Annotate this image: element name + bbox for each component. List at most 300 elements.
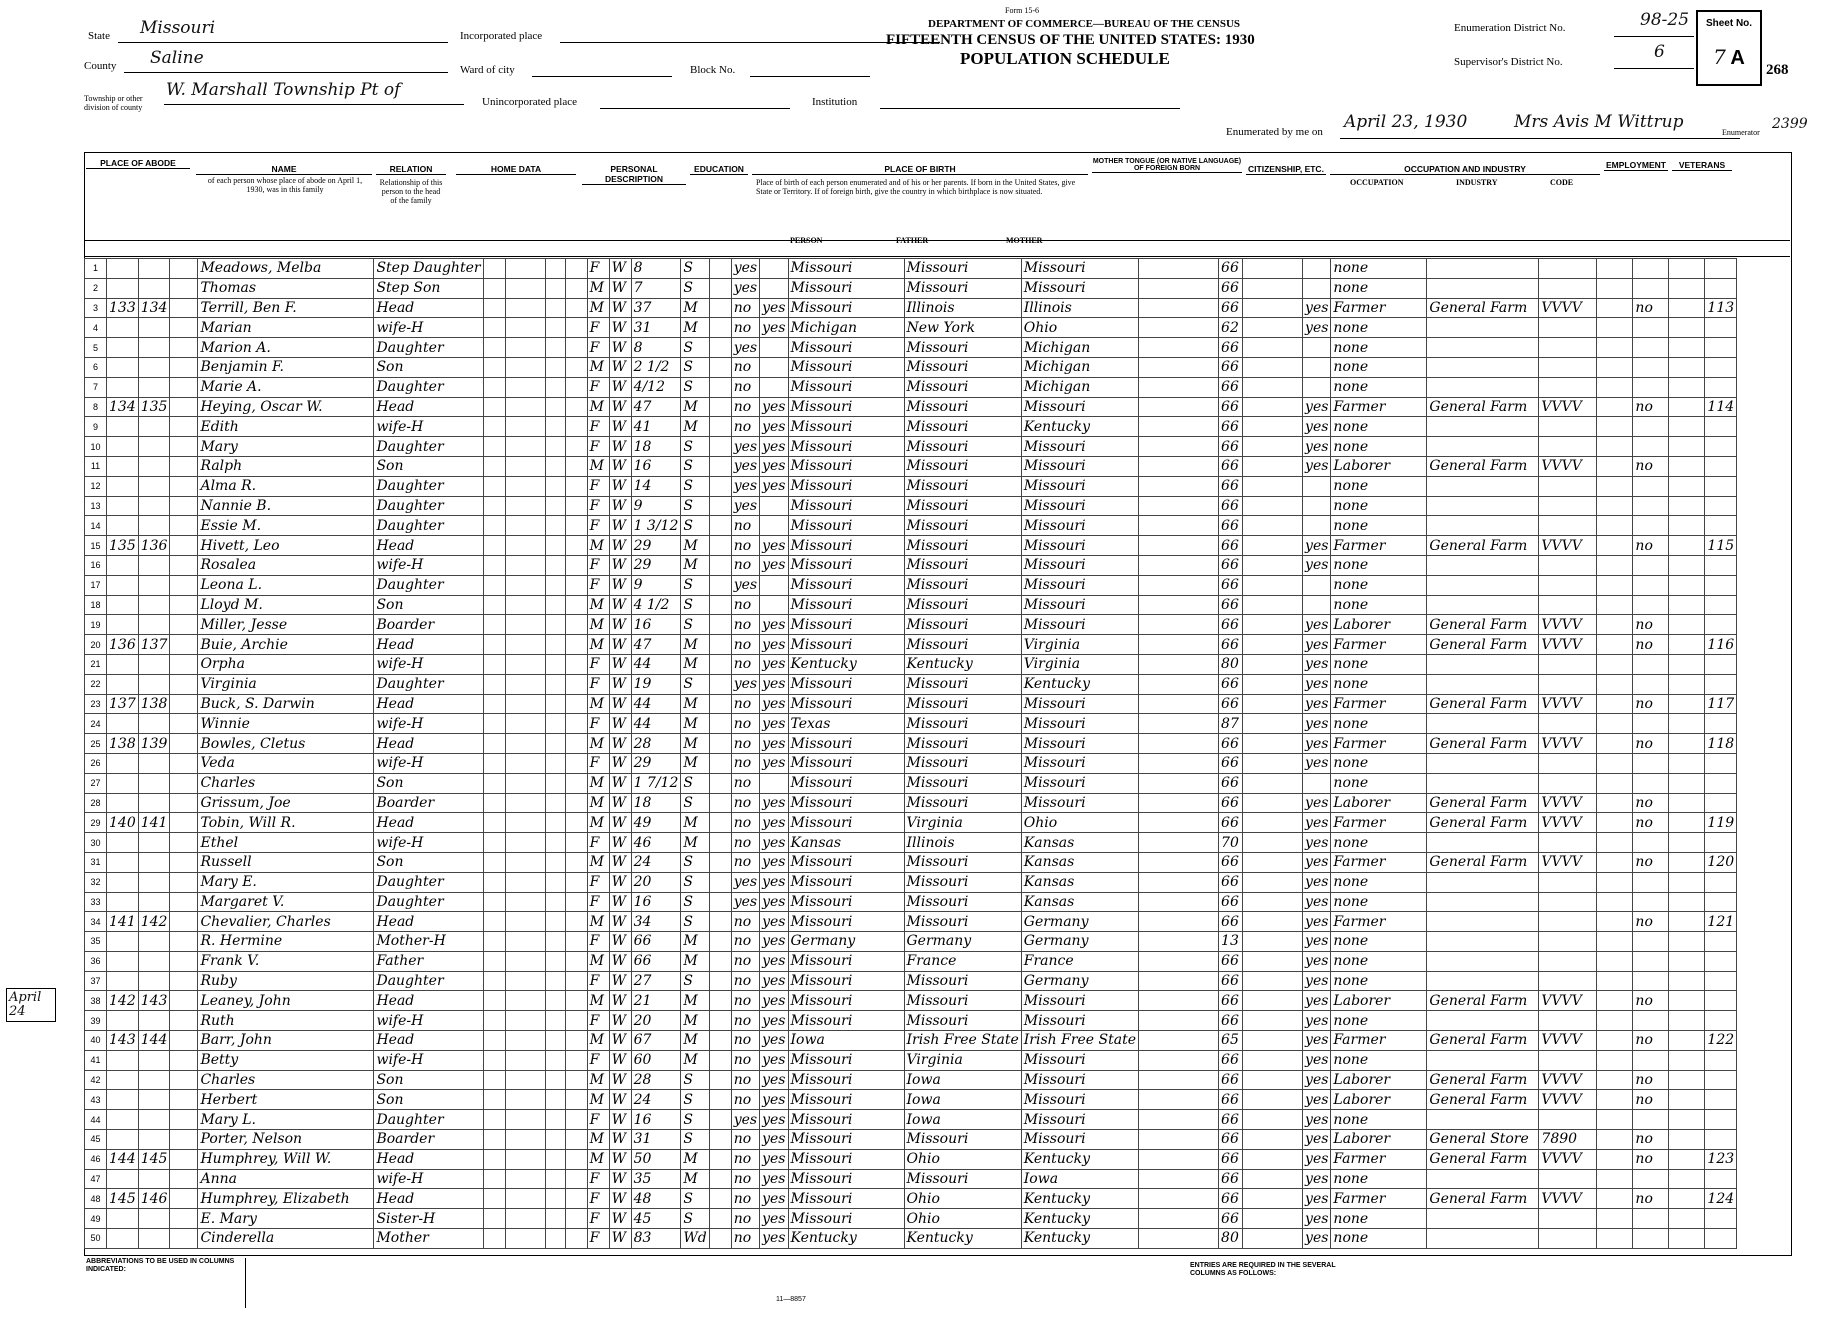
cell-mar: M (681, 813, 709, 833)
cell-read: yes (760, 1169, 788, 1189)
cell-ind (1427, 932, 1539, 952)
cell-occ: none (1331, 377, 1427, 397)
cell-blank (565, 1090, 587, 1110)
cell-school: yes (731, 674, 759, 694)
cell-blank (483, 575, 505, 595)
cell-eng: yes (1303, 397, 1331, 417)
cell-blank (483, 971, 505, 991)
cell-mpob: France (1021, 951, 1138, 971)
cell-blank (545, 773, 565, 793)
cell-blank (1139, 714, 1219, 734)
cell-pob: Missouri (788, 536, 904, 556)
cell-dw: 145 (107, 1189, 139, 1209)
cell-blank (170, 259, 198, 279)
line-number: 45 (85, 1130, 107, 1150)
cell-occ: none (1331, 714, 1427, 734)
cell-rel: Head (374, 991, 483, 1011)
cell-blank (483, 694, 505, 714)
cell-fam (138, 1229, 170, 1249)
state-label: State (88, 30, 110, 42)
cell-blank (1243, 773, 1303, 793)
cell-ind (1427, 714, 1539, 734)
cell-fpob: Illinois (904, 298, 1021, 318)
cell-read: yes (760, 615, 788, 635)
cell-ind (1427, 1110, 1539, 1130)
cell-pob: Missouri (788, 971, 904, 991)
cell-blank (505, 1090, 545, 1110)
cell-ocode: VVVV (1539, 1090, 1597, 1110)
cell-fam (138, 1090, 170, 1110)
line-number: 37 (85, 971, 107, 991)
cell-fpob: Missouri (904, 793, 1021, 813)
cell-rel: wife-H (374, 555, 483, 575)
line-number: 26 (85, 753, 107, 773)
cell-code: 66 (1219, 496, 1243, 516)
cell-blank (1669, 734, 1705, 754)
cell-vet: no (1633, 1130, 1669, 1150)
cell-blank (1243, 516, 1303, 536)
cell-blank (483, 793, 505, 813)
cell-blank (505, 813, 545, 833)
table-row (85, 852, 1737, 872)
cell-code: 66 (1219, 1130, 1243, 1150)
cell-mpob: Michigan (1021, 338, 1138, 358)
unincorporated-label: Unincorporated place (482, 96, 577, 108)
cell-ind (1427, 377, 1539, 397)
cell-dw (107, 833, 139, 853)
cell-blank (545, 1189, 565, 1209)
cell-blank (545, 1110, 565, 1130)
cell-farm (1705, 1209, 1737, 1229)
sheet-number: 7 (1713, 45, 1726, 69)
cell-farm (1705, 1070, 1737, 1090)
cell-read: yes (760, 476, 788, 496)
line-number: 3 (85, 298, 107, 318)
cell-fpob: Missouri (904, 674, 1021, 694)
enumerated-label: Enumerated by me on (1226, 126, 1323, 138)
cell-blank (545, 615, 565, 635)
cell-blank (565, 654, 587, 674)
cell-read (760, 259, 788, 279)
cell-eng: yes (1303, 318, 1331, 338)
cell-blank (170, 377, 198, 397)
cell-race: W (609, 753, 631, 773)
cell-read: yes (760, 852, 788, 872)
cell-blank (505, 456, 545, 476)
enumerator-label: Enumerator (1722, 128, 1760, 137)
cell-blank (709, 813, 731, 833)
cell-mpob: Missouri (1021, 773, 1138, 793)
cell-fpob: Iowa (904, 1110, 1021, 1130)
cell-code: 66 (1219, 872, 1243, 892)
sheet-label: Sheet No. (1705, 18, 1753, 29)
line-number: 10 (85, 437, 107, 457)
cell-fpob: Missouri (904, 278, 1021, 298)
cell-school: yes (731, 575, 759, 595)
cell-age: 48 (631, 1189, 681, 1209)
cell-name: Veda (198, 753, 374, 773)
cell-age: 66 (631, 951, 681, 971)
schedule-title: POPULATION SCHEDULE (960, 49, 1170, 68)
cell-pob: Missouri (788, 278, 904, 298)
cell-name: Frank V. (198, 951, 374, 971)
cell-blank (1243, 1209, 1303, 1229)
cell-rel: Step Daughter (374, 259, 483, 279)
cell-dw (107, 892, 139, 912)
cell-blank (709, 892, 731, 912)
cell-school: no (731, 1209, 759, 1229)
cell-mpob: Irish Free State (1021, 1031, 1138, 1051)
cell-sex: M (587, 397, 609, 417)
cell-vet: no (1633, 852, 1669, 872)
supervisor-value: 6 (1654, 42, 1665, 62)
cell-age: 9 (631, 575, 681, 595)
cell-race: W (609, 259, 631, 279)
cell-vet: no (1633, 1070, 1669, 1090)
cell-blank (565, 694, 587, 714)
cell-vet (1633, 476, 1669, 496)
table-row (85, 714, 1737, 734)
cell-ocode (1539, 1050, 1597, 1070)
cell-eng: yes (1303, 694, 1331, 714)
cell-blank (565, 951, 587, 971)
cell-ind (1427, 476, 1539, 496)
cell-name: Mary L. (198, 1110, 374, 1130)
cell-race: W (609, 813, 631, 833)
cell-blank (709, 595, 731, 615)
cell-sex: M (587, 635, 609, 655)
cell-ocode: VVVV (1539, 852, 1597, 872)
cell-age: 4 1/2 (631, 595, 681, 615)
cell-blank (565, 773, 587, 793)
cell-fpob: Missouri (904, 991, 1021, 1011)
cell-ind (1427, 674, 1539, 694)
cell-fpob: Missouri (904, 1169, 1021, 1189)
cell-blank (1139, 516, 1219, 536)
cell-code: 66 (1219, 674, 1243, 694)
cell-eng: yes (1303, 753, 1331, 773)
cell-farm (1705, 1130, 1737, 1150)
cell-race: W (609, 1169, 631, 1189)
cell-school: no (731, 1050, 759, 1070)
cell-read: yes (760, 872, 788, 892)
cell-farm (1705, 259, 1737, 279)
cell-blank (1243, 437, 1303, 457)
cell-read: yes (760, 1070, 788, 1090)
table-row (85, 496, 1737, 516)
cell-ind (1427, 437, 1539, 457)
cell-blank (1139, 1130, 1219, 1150)
cell-blank (1597, 714, 1633, 734)
cell-ind (1427, 357, 1539, 377)
cell-farm (1705, 437, 1737, 457)
cell-mar: S (681, 773, 709, 793)
cell-mar: S (681, 615, 709, 635)
cell-blank (170, 694, 198, 714)
cell-blank (170, 971, 198, 991)
cell-school: no (731, 813, 759, 833)
cell-farm (1705, 377, 1737, 397)
cell-code: 13 (1219, 932, 1243, 952)
cell-blank (483, 892, 505, 912)
cell-blank (565, 852, 587, 872)
cell-race: W (609, 1031, 631, 1051)
cell-eng: yes (1303, 793, 1331, 813)
cell-ind (1427, 1050, 1539, 1070)
cell-school: yes (731, 437, 759, 457)
cell-rel: Head (374, 635, 483, 655)
cell-ind: General Farm (1427, 1189, 1539, 1209)
township-label: Township or other division of county (84, 94, 143, 112)
cell-age: 67 (631, 1031, 681, 1051)
cell-pob: Missouri (788, 377, 904, 397)
cell-occ: Farmer (1331, 1031, 1427, 1051)
cell-farm: 121 (1705, 912, 1737, 932)
cell-eng: yes (1303, 456, 1331, 476)
cell-farm: 114 (1705, 397, 1737, 417)
cell-mpob: Kentucky (1021, 417, 1138, 437)
cell-ocode: VVVV (1539, 1031, 1597, 1051)
cell-occ: Farmer (1331, 397, 1427, 417)
cell-rel: wife-H (374, 417, 483, 437)
cell-eng: yes (1303, 615, 1331, 635)
table-row (85, 1110, 1737, 1130)
cell-age: 46 (631, 833, 681, 853)
cell-blank (170, 813, 198, 833)
cell-rel: wife-H (374, 1011, 483, 1031)
cell-vet (1633, 1209, 1669, 1229)
cell-race: W (609, 377, 631, 397)
cell-blank (1243, 971, 1303, 991)
cell-blank (1597, 278, 1633, 298)
cell-read: yes (760, 833, 788, 853)
cell-read: yes (760, 932, 788, 952)
cell-mpob: Missouri (1021, 1090, 1138, 1110)
cell-blank (545, 437, 565, 457)
cell-blank (505, 912, 545, 932)
cell-blank (170, 615, 198, 635)
group-relation: RELATION (376, 164, 446, 175)
table-row (85, 654, 1737, 674)
cell-fam (138, 971, 170, 991)
cell-race: W (609, 991, 631, 1011)
line-number: 24 (85, 714, 107, 734)
cell-eng: yes (1303, 1149, 1331, 1169)
cell-read: yes (760, 1209, 788, 1229)
cell-blank (1139, 1169, 1219, 1189)
cell-blank (1139, 318, 1219, 338)
cell-blank (709, 417, 731, 437)
cell-code: 66 (1219, 555, 1243, 575)
cell-fam (138, 496, 170, 516)
cell-blank (709, 1050, 731, 1070)
cell-name: Edith (198, 417, 374, 437)
cell-blank (1669, 635, 1705, 655)
cell-blank (1139, 892, 1219, 912)
cell-code: 70 (1219, 833, 1243, 853)
cell-blank (505, 555, 545, 575)
cell-vet (1633, 932, 1669, 952)
cell-occ: Farmer (1331, 1149, 1427, 1169)
cell-vet: no (1633, 1189, 1669, 1209)
cell-blank (170, 357, 198, 377)
cell-blank (545, 753, 565, 773)
cell-mar: M (681, 1050, 709, 1070)
cell-blank (709, 318, 731, 338)
cell-mar: S (681, 674, 709, 694)
cell-vet (1633, 318, 1669, 338)
table-row (85, 278, 1737, 298)
institution-label: Institution (812, 96, 858, 108)
cell-read: yes (760, 813, 788, 833)
cell-race: W (609, 1011, 631, 1031)
cell-fpob: Missouri (904, 753, 1021, 773)
cell-eng: yes (1303, 912, 1331, 932)
cell-blank (505, 753, 545, 773)
cell-blank (505, 734, 545, 754)
group-home-data: HOME DATA (456, 164, 576, 175)
cell-eng (1303, 496, 1331, 516)
cell-occ: none (1331, 971, 1427, 991)
cell-farm: 117 (1705, 694, 1737, 714)
cell-school: no (731, 734, 759, 754)
cell-mpob: Kentucky (1021, 1189, 1138, 1209)
cell-school: yes (731, 892, 759, 912)
cell-read: yes (760, 555, 788, 575)
cell-sex: F (587, 516, 609, 536)
cell-ocode (1539, 1011, 1597, 1031)
cell-blank (565, 536, 587, 556)
cell-fam: 142 (138, 912, 170, 932)
cell-ind: General Farm (1427, 694, 1539, 714)
cell-blank (1597, 1011, 1633, 1031)
cell-fam (138, 615, 170, 635)
cell-blank (1669, 951, 1705, 971)
cell-vet: no (1633, 298, 1669, 318)
cell-vet (1633, 714, 1669, 734)
cell-farm (1705, 654, 1737, 674)
cell-race: W (609, 516, 631, 536)
cell-blank (1243, 1130, 1303, 1150)
cell-ocode: 7890 (1539, 1130, 1597, 1150)
cell-fpob: Missouri (904, 357, 1021, 377)
cell-sex: M (587, 298, 609, 318)
cell-occ: none (1331, 833, 1427, 853)
cell-blank (1669, 516, 1705, 536)
line-number: 14 (85, 516, 107, 536)
table-row (85, 1050, 1737, 1070)
cell-blank (170, 1209, 198, 1229)
cell-blank (1243, 357, 1303, 377)
cell-blank (709, 357, 731, 377)
cell-blank (1669, 753, 1705, 773)
table-row (85, 1149, 1737, 1169)
cell-race: W (609, 615, 631, 635)
cell-blank (1243, 1149, 1303, 1169)
table-row (85, 437, 1737, 457)
cell-blank (565, 932, 587, 952)
cell-blank (1139, 1229, 1219, 1249)
table-row (85, 833, 1737, 853)
cell-read: yes (760, 912, 788, 932)
cell-ind (1427, 575, 1539, 595)
cell-pob: Missouri (788, 1110, 904, 1130)
cell-mpob: Virginia (1021, 635, 1138, 655)
cell-blank (1669, 714, 1705, 734)
table-row (85, 318, 1737, 338)
cell-vet: no (1633, 912, 1669, 932)
cell-eng: yes (1303, 1110, 1331, 1130)
cell-ocode (1539, 971, 1597, 991)
cell-code: 66 (1219, 793, 1243, 813)
cell-blank (1597, 575, 1633, 595)
cell-ind (1427, 1169, 1539, 1189)
cell-dw (107, 259, 139, 279)
cell-name: Marian (198, 318, 374, 338)
cell-fpob: Missouri (904, 912, 1021, 932)
cell-fam: 138 (138, 694, 170, 714)
table-row (85, 338, 1737, 358)
line-number: 34 (85, 912, 107, 932)
cell-farm (1705, 674, 1737, 694)
cell-pob: Missouri (788, 496, 904, 516)
cell-race: W (609, 338, 631, 358)
cell-mpob: Missouri (1021, 555, 1138, 575)
cell-fam: 134 (138, 298, 170, 318)
cell-blank (1597, 496, 1633, 516)
cell-pob: Missouri (788, 437, 904, 457)
cell-mpob: Kentucky (1021, 1229, 1138, 1249)
cell-ind: General Farm (1427, 635, 1539, 655)
cell-farm (1705, 615, 1737, 635)
cell-occ: none (1331, 872, 1427, 892)
cell-farm (1705, 338, 1737, 358)
cell-dw (107, 1050, 139, 1070)
cell-mar: M (681, 417, 709, 437)
cell-mar: S (681, 496, 709, 516)
cell-name: Benjamin F. (198, 357, 374, 377)
cell-occ: none (1331, 496, 1427, 516)
cell-blank (1669, 338, 1705, 358)
cell-read: yes (760, 437, 788, 457)
cell-code: 66 (1219, 338, 1243, 358)
cell-name: Thomas (198, 278, 374, 298)
cell-pob: Missouri (788, 1130, 904, 1150)
line-number: 40 (85, 1031, 107, 1051)
cell-blank (505, 437, 545, 457)
cell-blank (1597, 1130, 1633, 1150)
cell-eng: yes (1303, 555, 1331, 575)
cell-blank (709, 793, 731, 813)
cell-sex: F (587, 377, 609, 397)
cell-blank (505, 932, 545, 952)
cell-read: yes (760, 674, 788, 694)
cell-read: yes (760, 417, 788, 437)
cell-ind (1427, 1011, 1539, 1031)
cell-vet (1633, 654, 1669, 674)
cell-sex: M (587, 1090, 609, 1110)
cell-blank (170, 338, 198, 358)
cell-vet: no (1633, 1031, 1669, 1051)
cell-blank (1139, 753, 1219, 773)
table-row (85, 417, 1737, 437)
cell-ind (1427, 259, 1539, 279)
cell-vet (1633, 753, 1669, 773)
footer-abbreviations: ABBREVIATIONS TO BE USED IN COLUMNS INDICATED: (86, 1258, 235, 1273)
cell-pob: Kansas (788, 833, 904, 853)
cell-pob: Missouri (788, 338, 904, 358)
cell-sex: F (587, 1189, 609, 1209)
